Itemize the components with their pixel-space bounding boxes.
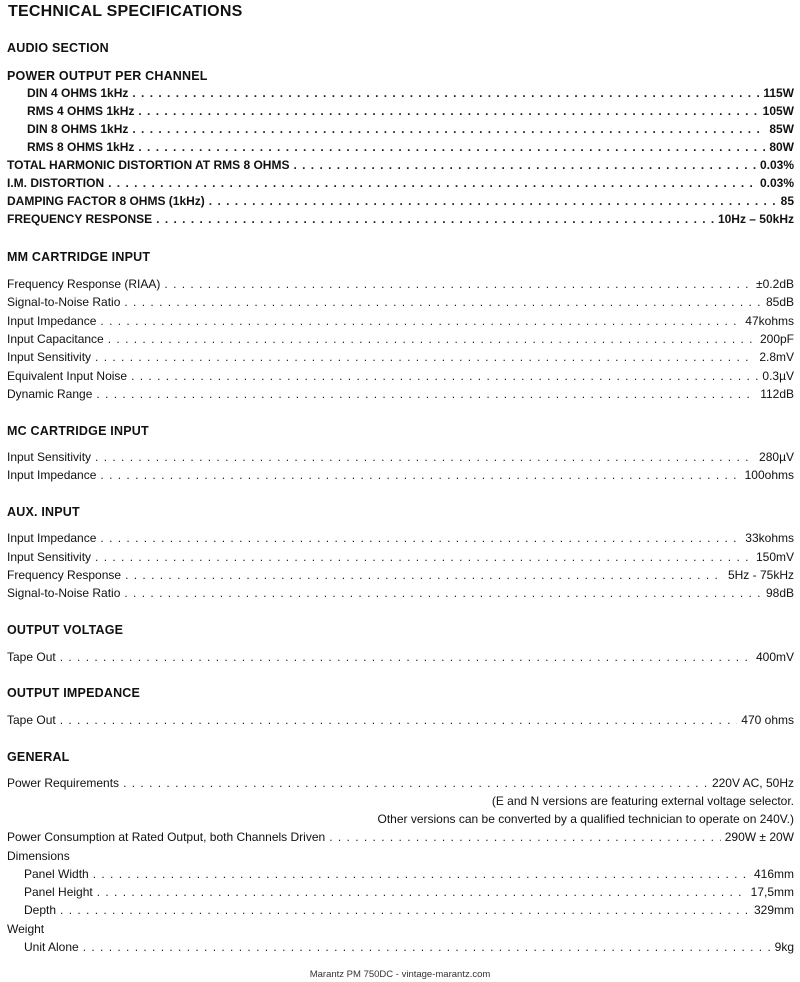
spec-value: 290W ± 20W — [724, 830, 794, 844]
spec-value: 112dB — [760, 387, 794, 401]
spec-row — [7, 776, 794, 792]
spec-row — [7, 350, 794, 366]
spec-row — [7, 387, 794, 403]
spec-value: 416mm — [753, 867, 794, 881]
spec-label: Input Sensitivity — [7, 350, 92, 364]
spec-label: Power Requirements — [7, 776, 120, 790]
power-output-heading: POWER OUTPUT PER CHANNEL — [7, 69, 208, 83]
spec-label: Power Consumption at Rated Output, both Channels Driven — [7, 830, 326, 844]
spec-value: ±0.2dB — [756, 277, 794, 291]
spec-label: Input Impedance — [7, 468, 97, 482]
spec-row — [27, 104, 794, 120]
spec-label: Depth — [24, 903, 57, 917]
spec-row — [7, 450, 794, 466]
spec-value: 9kg — [774, 940, 794, 954]
spec-label: Input Impedance — [7, 314, 97, 328]
spec-value: 115W — [763, 86, 794, 100]
spec-row — [7, 176, 794, 192]
weight-label: Weight — [7, 922, 45, 936]
spec-row — [7, 568, 794, 584]
spec-label: Dynamic Range — [7, 387, 93, 401]
spec-value: 5Hz - 75kHz — [727, 568, 794, 582]
output-voltage-heading: OUTPUT VOLTAGE — [7, 623, 124, 637]
spec-row — [7, 650, 794, 666]
spec-value: 280µV — [759, 450, 794, 464]
spec-row — [7, 332, 794, 348]
page-title: TECHNICAL SPECIFICATIONS — [8, 3, 243, 20]
spec-label: Signal-to-Noise Ratio — [7, 586, 121, 600]
spec-label: Tape Out — [7, 713, 56, 727]
spec-label: DIN 8 OHMS 1kHz — [27, 122, 129, 136]
spec-row — [24, 903, 794, 919]
spec-row — [7, 158, 794, 174]
spec-label: Equivalent Input Noise — [7, 369, 128, 383]
spec-row — [7, 369, 794, 385]
spec-value: 0.3µV — [762, 369, 794, 383]
spec-label: DIN 4 OHMS 1kHz — [27, 86, 129, 100]
spec-value: 85 — [780, 194, 794, 208]
spec-row — [7, 586, 794, 602]
dimensions-label: Dimensions — [7, 849, 70, 863]
spec-row — [27, 140, 794, 156]
spec-label: Signal-to-Noise Ratio — [7, 295, 121, 309]
spec-row — [24, 885, 794, 901]
spec-row — [7, 212, 794, 228]
spec-row — [7, 830, 794, 846]
output-impedance-heading: OUTPUT IMPEDANCE — [7, 686, 141, 700]
spec-value: 2.8mV — [759, 350, 794, 364]
spec-label: Frequency Response — [7, 568, 122, 582]
mc-cartridge-heading: MC CARTRIDGE INPUT — [7, 424, 149, 438]
mm-cartridge-heading: MM CARTRIDGE INPUT — [7, 250, 151, 264]
spec-value: 200pF — [759, 332, 794, 346]
spec-value: 80W — [769, 140, 794, 154]
spec-row — [7, 713, 794, 729]
spec-label: Input Sensitivity — [7, 450, 92, 464]
spec-row — [7, 314, 794, 330]
spec-label: I.M. DISTORTION — [7, 176, 105, 190]
spec-row — [24, 867, 794, 883]
voltage-note: (E and N versions are featuring external voltage selector. — [491, 794, 794, 808]
spec-label: Input Sensitivity — [7, 550, 92, 564]
spec-row — [7, 531, 794, 547]
spec-value: 105W — [762, 104, 794, 118]
spec-value: 470 ohms — [741, 713, 794, 727]
spec-label: Unit Alone — [24, 940, 79, 954]
spec-label: Panel Height — [24, 885, 93, 899]
spec-row — [24, 940, 794, 956]
spec-label: Input Impedance — [7, 531, 97, 545]
spec-value: 100ohms — [744, 468, 794, 482]
audio-section-heading: AUDIO SECTION — [7, 41, 109, 55]
spec-value: 150mV — [755, 550, 794, 564]
spec-value: 85W — [769, 122, 794, 136]
footer-credit: Marantz PM 750DC - vintage-marantz.com — [309, 969, 491, 980]
general-heading: GENERAL — [7, 750, 70, 764]
spec-label: DAMPING FACTOR 8 OHMS (1kHz) — [7, 194, 205, 208]
spec-row — [7, 277, 794, 293]
spec-label: Panel Width — [24, 867, 89, 881]
spec-label: Frequency Response (RIAA) — [7, 277, 161, 291]
spec-label: RMS 8 OHMS 1kHz — [27, 140, 135, 154]
spec-value: 0.03% — [759, 158, 794, 172]
spec-value: 98dB — [765, 586, 794, 600]
spec-value: 400mV — [755, 650, 794, 664]
spec-label: RMS 4 OHMS 1kHz — [27, 104, 135, 118]
spec-label: Tape Out — [7, 650, 56, 664]
spec-value: 10Hz – 50kHz — [717, 212, 794, 226]
spec-label: Input Capacitance — [7, 332, 104, 346]
spec-row — [27, 122, 794, 138]
spec-value: 47kohms — [745, 314, 794, 328]
spec-row — [27, 86, 794, 102]
spec-value: 33kohms — [745, 531, 794, 545]
spec-value: 220V AC, 50Hz — [711, 776, 794, 790]
spec-row — [7, 295, 794, 311]
spec-row — [7, 550, 794, 566]
spec-value: 17,5mm — [750, 885, 794, 899]
spec-value: 329mm — [753, 903, 794, 917]
spec-label: TOTAL HARMONIC DISTORTION AT RMS 8 OHMS — [7, 158, 290, 172]
spec-value: 0.03% — [759, 176, 794, 190]
aux-input-heading: AUX. INPUT — [7, 505, 80, 519]
spec-row — [7, 194, 794, 210]
voltage-note: Other versions can be converted by a qualified technician to operate on 240V.) — [377, 812, 794, 826]
spec-row — [7, 468, 794, 484]
spec-label: FREQUENCY RESPONSE — [7, 212, 153, 226]
spec-value: 85dB — [765, 295, 794, 309]
